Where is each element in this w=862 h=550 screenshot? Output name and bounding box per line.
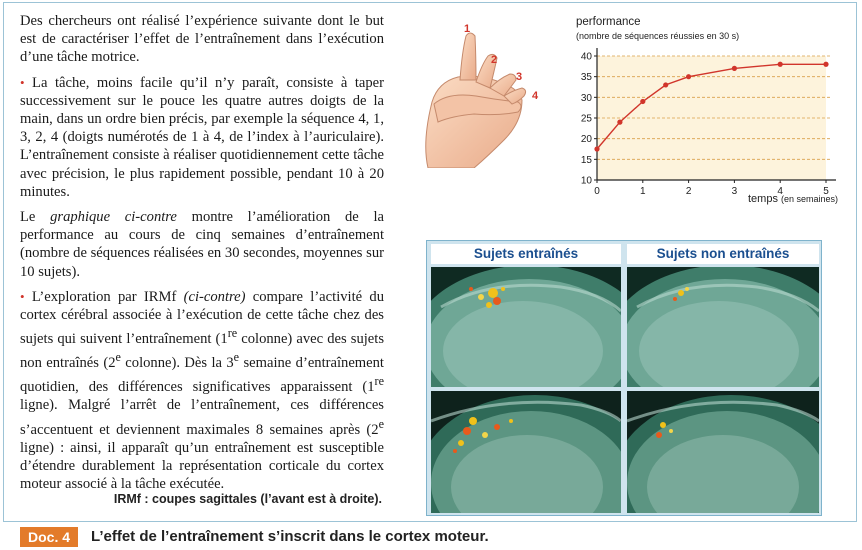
brain-scan-icon <box>627 391 819 513</box>
performance-chart <box>562 12 852 217</box>
y-tick-label: 15 <box>580 154 592 166</box>
x-axis-label-unit: (en semaines) <box>780 194 838 204</box>
data-point <box>594 146 599 151</box>
y-tick-label: 10 <box>580 175 592 187</box>
irmf-text-a: L’exploration par IRMf <box>24 288 184 305</box>
column-header-untrained: Sujets non entraînés <box>627 244 819 264</box>
superscript: e <box>378 416 384 431</box>
x-tick-label: 1 <box>640 186 646 197</box>
graph-text-em: graphique ci-contre <box>50 209 177 226</box>
text-column <box>20 12 384 500</box>
mri-image-untrained-row2 <box>627 391 819 513</box>
x-tick-label: 0 <box>594 186 600 197</box>
graph-paragraph <box>20 208 384 281</box>
superscript: e <box>115 350 121 365</box>
chart-grid <box>597 56 832 180</box>
data-point <box>617 120 622 125</box>
graph-text-b: montre l’amélioration de la performance au cours de cinq semaines d’entraînement (nombre de séquences réalisées en 30 secondes, moyennes sur 10 sujets). <box>20 209 385 280</box>
bullet-icon: • <box>20 74 25 90</box>
finger-label-3: 3 <box>516 71 523 83</box>
y-tick-label: 25 <box>580 113 592 125</box>
y-tick-label: 40 <box>580 51 592 63</box>
y-tick-label: 20 <box>580 134 592 146</box>
irmf-text-e: semaine d’entraînement quotidien, des différences significatives apparaissent (1 <box>20 355 384 396</box>
data-point <box>663 82 668 87</box>
mri-image-trained-row2 <box>431 391 621 513</box>
superscript: re <box>227 326 238 341</box>
irmf-text-g: ligne) : ainsi, il apparaît qu’un entraînement est susceptible d’étendre durablement la représentation corticale du cortex moteur associé à la tâche exécutée. <box>20 439 384 493</box>
mri-image-untrained-row1 <box>627 267 819 387</box>
finger-label-4: 4 <box>532 90 539 102</box>
mri-image-trained-row1 <box>431 267 621 387</box>
data-point <box>686 74 691 79</box>
chart-plot-area <box>597 56 826 180</box>
irmf-text-d: colonne). Dès la 3 <box>120 355 234 372</box>
finger-label-1: 1 <box>464 23 471 35</box>
irmf-paragraph <box>20 288 384 493</box>
x-axis-label-main: temps <box>748 193 778 205</box>
superscript: e <box>233 350 240 365</box>
bullet-icon: • <box>20 288 25 304</box>
brain-scan-icon <box>431 391 621 513</box>
data-point <box>823 62 828 67</box>
data-point <box>778 62 783 67</box>
chart-subtitle: (nombre de séquences réussies en 30 s) <box>576 31 740 41</box>
hand-illustration <box>418 22 548 168</box>
x-tick-label: 5 <box>823 186 829 197</box>
finger-label-2: 2 <box>491 54 498 66</box>
superscript: re <box>374 374 384 389</box>
irmf-text-c: colonne) avec des sujets non entraînés (2 <box>20 331 385 372</box>
y-tick-label: 35 <box>580 72 592 84</box>
irmf-caption: IRMf : coupes sagittales (l’avant est à droite). <box>113 492 382 506</box>
brain-scan-icon <box>627 267 819 387</box>
intro-paragraph: Des chercheurs ont réalisé l’expérience suivante dont le but est de caractériser l’effet de l’entraînement dans l’exécution d’une tâche motrice. <box>20 13 384 66</box>
data-point <box>732 66 737 71</box>
mri-panel <box>426 240 822 516</box>
task-paragraph <box>20 74 384 201</box>
irmf-text-f: ligne). Malgré l’arrêt de l’entraînement, ces différences s’accentuent et deviennent maximales 8 semaines après (2 <box>20 397 384 438</box>
doc-number-badge: Doc. 4 <box>20 527 78 547</box>
irmf-text-em: (ci-contre) <box>183 288 246 305</box>
document-caption-bar <box>3 524 857 550</box>
brain-scan-icon <box>431 267 621 387</box>
data-point <box>640 99 645 104</box>
chart-title: performance <box>576 16 641 28</box>
x-tick-label: 4 <box>777 186 783 197</box>
y-tick-label: 30 <box>580 92 592 104</box>
graph-text-a: Le <box>20 209 51 226</box>
x-axis-label <box>748 193 838 205</box>
doc-title: L’effet de l’entraînement s’inscrit dans le cortex moteur. <box>91 528 489 545</box>
x-tick-label: 2 <box>685 186 692 197</box>
x-tick-label: 3 <box>731 186 738 197</box>
task-text: La tâche, moins facile qu’il n’y paraît, consiste à taper successivement sur le pouce les quatre autres doigts de la main, dans un ordre bien précis, par exemple la séquence 4, 1, 3, 2, 4 (doigts numérotés de 1 à 4, de l’index à l’auriculaire). L’entraînement consiste à réaliser quotidiennement cette tâche avec précision, le plus rapidement possible, pendant 10 à 20 minutes. <box>20 74 384 200</box>
column-header-trained: Sujets entraînés <box>431 244 621 264</box>
irmf-text-b: compare l’activité du cortex cérébral associée à l’exécution de cette tâche chez des sujets qui suivent l’entraînement (1 <box>20 288 384 348</box>
